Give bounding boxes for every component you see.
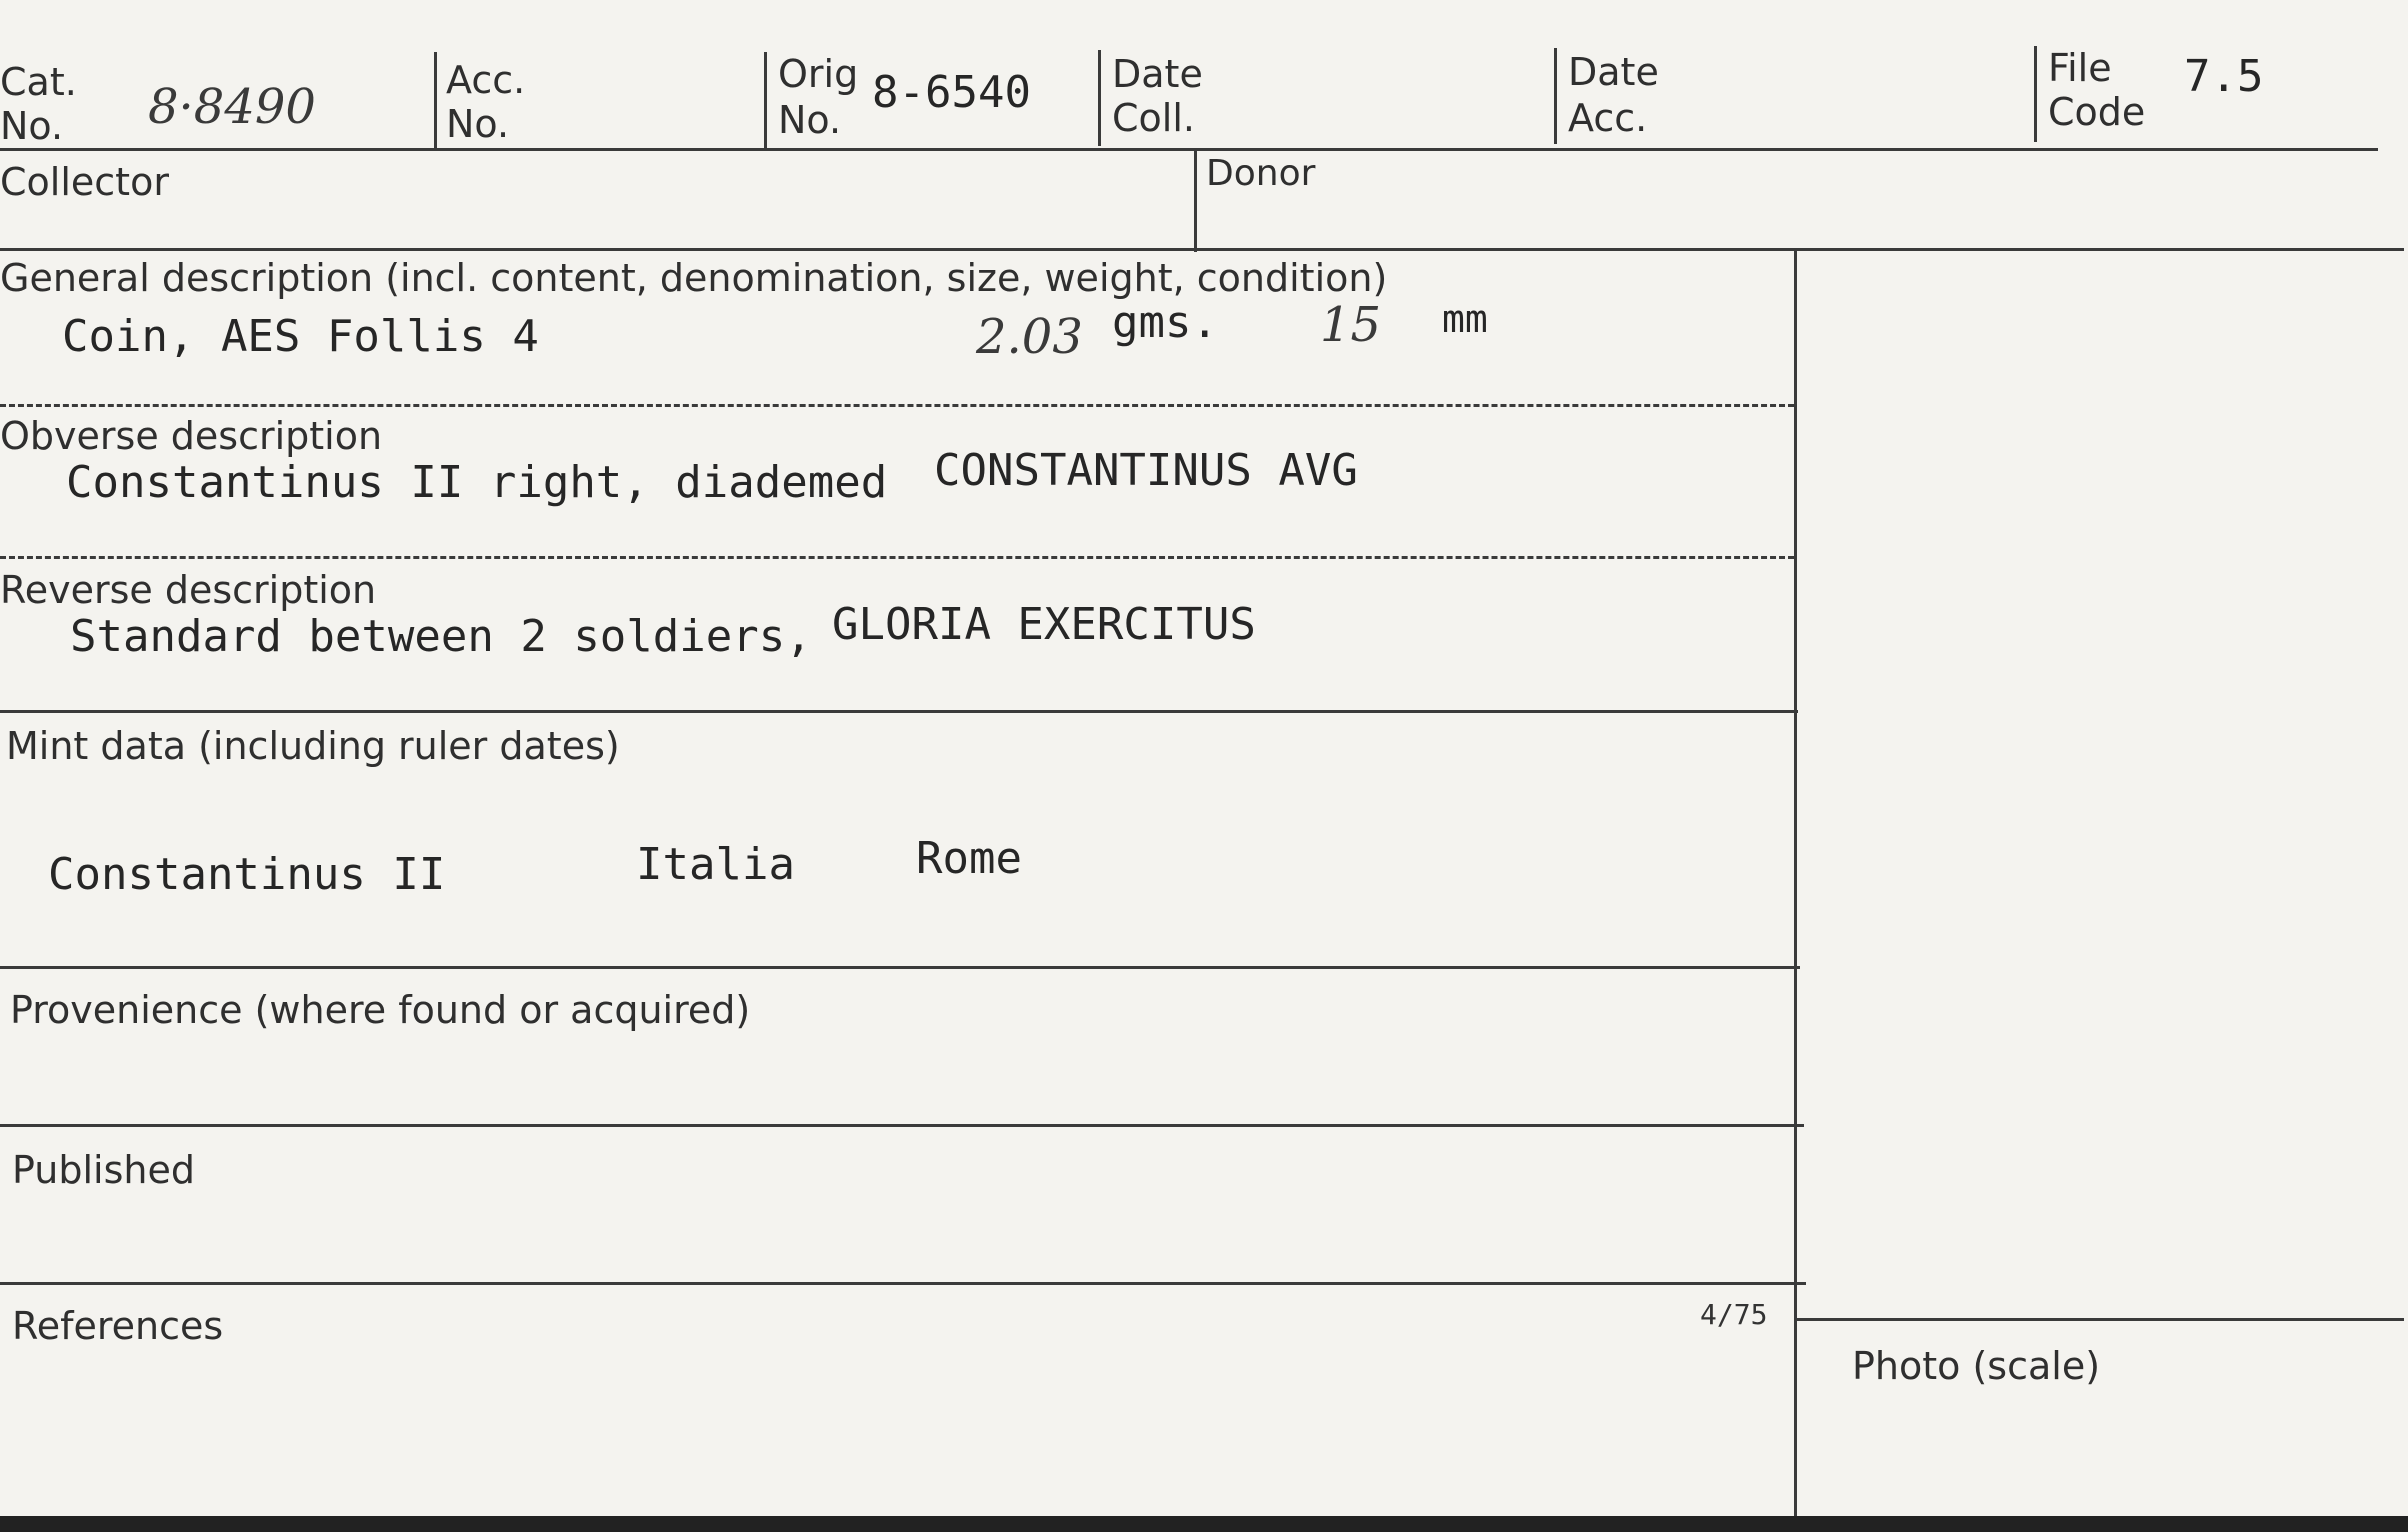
- provenience-label: Provenience (where found or acquired): [10, 988, 751, 1032]
- divider-file-code: [2034, 46, 2037, 142]
- cat-label: Cat.: [0, 60, 77, 104]
- date-acc-label: Date: [1568, 50, 1659, 94]
- orig-no-label: No.: [778, 98, 842, 142]
- reverse-description-value: Standard between 2 soldiers,: [70, 611, 812, 662]
- weight-value: 2.03: [976, 309, 1083, 365]
- divider-date-coll: [1098, 50, 1101, 146]
- obverse-description-label: Obverse description: [0, 414, 383, 458]
- date-coll-label: Date: [1112, 52, 1203, 96]
- orig-label: Orig: [778, 52, 859, 96]
- divider-orig: [764, 52, 767, 148]
- divider-acc: [434, 52, 437, 148]
- photo-column-divider: [1794, 248, 1797, 1518]
- photo-scale-label: Photo (scale): [1852, 1344, 2101, 1388]
- weight-unit: gms.: [1112, 297, 1218, 348]
- file-label: File: [2048, 46, 2112, 90]
- acc-label: Acc.: [446, 58, 526, 102]
- mint-ruler-value: Constantinus II: [48, 849, 446, 900]
- mint-city-value: Rome: [916, 833, 1022, 884]
- cat-no-label: No.: [0, 104, 64, 148]
- obverse-description-value: Constantinus II right, diademed: [66, 457, 888, 508]
- references-date: 4/75: [1700, 1298, 1768, 1331]
- size-unit: mm: [1442, 297, 1488, 341]
- donor-label: Donor: [1206, 153, 1316, 194]
- header-bottom-rule: [0, 148, 2378, 151]
- photo-top-rule: [1796, 1318, 2404, 1321]
- provenience-bottom-rule: [0, 1124, 1804, 1127]
- collector-bottom-rule: [0, 248, 2404, 251]
- divider-donor: [1194, 148, 1197, 252]
- reverse-bottom-rule: [0, 710, 1798, 713]
- date-acc-label-2: Acc.: [1568, 96, 1648, 140]
- card-bottom-edge: [0, 1516, 2408, 1532]
- file-code-value: 7.5: [2184, 51, 2264, 102]
- general-description-value: Coin, AES Follis 4: [62, 311, 539, 362]
- orig-number-value: 8-6540: [872, 67, 1031, 118]
- references-label: References: [12, 1304, 224, 1348]
- published-label: Published: [12, 1148, 195, 1192]
- mint-data-label: Mint data (including ruler dates): [6, 724, 620, 768]
- general-bottom-rule: [0, 404, 1794, 407]
- reverse-description-label: Reverse description: [0, 568, 377, 612]
- date-coll-label-2: Coll.: [1112, 96, 1195, 140]
- divider-date-acc: [1554, 48, 1557, 144]
- reverse-legend: GLORIA EXERCITUS: [832, 599, 1256, 650]
- general-description-label: General description (incl. content, denomination, size, weight, condition): [0, 256, 1388, 300]
- acc-no-label: No.: [446, 102, 510, 146]
- code-label: Code: [2048, 90, 2146, 134]
- mint-bottom-rule: [0, 966, 1800, 969]
- size-value: 15: [1320, 297, 1382, 353]
- published-bottom-rule: [0, 1282, 1806, 1285]
- obverse-legend: CONSTANTINUS AVG: [934, 445, 1358, 496]
- collector-label: Collector: [0, 160, 169, 204]
- cat-number-value: 8·8490: [148, 79, 316, 135]
- mint-region-value: Italia: [636, 839, 795, 890]
- obverse-bottom-rule: [0, 556, 1794, 559]
